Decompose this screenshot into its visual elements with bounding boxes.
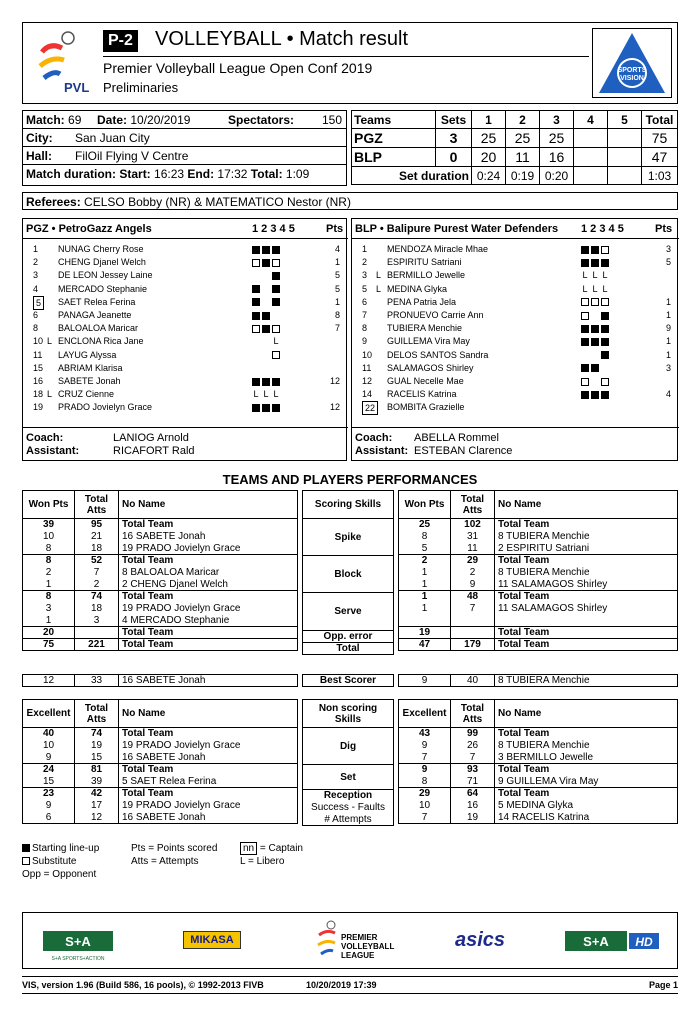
player-row: 3 DE LEON Jessey Laine 5	[33, 270, 340, 281]
mikasa-logo: MIKASA	[183, 931, 241, 949]
substitute-marker	[601, 298, 609, 306]
libero-marker: L	[602, 270, 608, 281]
player-row: 6 PENA Patria Jela 1	[362, 296, 671, 307]
sponsor-bar	[22, 912, 678, 969]
starting-marker	[252, 246, 260, 254]
player-row: 19 PRADO Jovielyn Grace 12	[33, 402, 340, 413]
sa-hd-logo	[563, 925, 663, 957]
starting-marker	[252, 285, 260, 293]
substitute-marker	[601, 246, 609, 254]
team-b-roster: BLP • Balipure Purest Water Defenders 1 2 3 4 5 Pts 1 MENDOZA Miracle Mhae 3 2 ESPIRITU Satriani 5 3 L BERMILLO Jewelle L L L 5 L MEDINA Glyka L L L 6 PENA Patria Jela 1 7 PRONUEVO Carrie Ann 1 8 TUBIERA Menchie 9 9 GUILLEMA Vira May 1 10 DELOS SANTOS Sandra 1 11 SALAMAGOS Shirley 3 12 GUAL Necelle Mae 14 RACELIS Katrina 4 22 BOMBITA Grazielle Coach: ABELLA Rommel Assistant: ESTEBAN Clarence	[351, 218, 678, 461]
starting-marker	[591, 325, 599, 333]
perf-title: TEAMS AND PLAYERS PERFORMANCES	[222, 472, 478, 487]
starting-marker	[601, 391, 609, 399]
substitute-marker	[581, 312, 589, 320]
starting-marker	[272, 404, 280, 412]
pvl-logo	[30, 30, 95, 95]
player-row: 12 GUAL Necelle Mae	[352, 375, 677, 387]
starting-marker	[581, 364, 589, 372]
substitute-marker	[601, 378, 609, 386]
starting-marker	[601, 259, 609, 267]
player-row: 6 PANAGA Jeanette 8	[33, 310, 340, 320]
libero-marker: L	[273, 389, 279, 400]
starting-marker	[272, 272, 280, 280]
footer-page: Page 1	[648, 980, 678, 990]
match-info-box: Match: 69 Date: 10/20/2019 Spectators: 150 City: San Juan City Hall: FilOil Flying V Centre Match duration: Start: 16:23 End: 17:32 Total: 1:09	[22, 110, 347, 186]
nonscoring-skills: Non scoring Skills Dig Set Reception Success - Faults # Attempts	[302, 699, 394, 826]
player-row: 14 RACELIS Katrina 4	[362, 389, 671, 400]
score-table: Teams Sets 1 2 3 4 5 Total PGZ 3 25 25 25 75 BLP 0 20 11 16 47 Set duration 0:24 0:19 0:20 1:03	[351, 110, 678, 185]
player-row: 10 L ENCLONA Rica Jane L	[33, 336, 279, 347]
asics-logo: asics	[455, 929, 506, 951]
starting-marker	[581, 338, 589, 346]
starting-marker	[252, 312, 260, 320]
perf-table-b: Excellent Total Atts No Name 43 99 Total Team 9 26 8 TUBIERA Menchie 7 7 3 BERMILLO Jewelle 9 93 Total Team 8 71 9 GUILLEMA Vira May 29 64 Total Team 10 16 5 MEDINA Glyka 7 19 14 RACELIS Katrina	[398, 699, 678, 824]
starting-marker	[262, 246, 270, 254]
player-row: 5 SAET Relea Ferina 1	[23, 296, 346, 308]
starting-marker	[581, 246, 589, 254]
starting-marker	[601, 312, 609, 320]
libero-marker: L	[582, 283, 588, 294]
player-row: 10 DELOS SANTOS Sandra 1	[362, 349, 671, 360]
libero-marker: L	[592, 270, 598, 281]
sports-vision-logo	[592, 28, 672, 98]
pvl-sponsor-logo: PREMIER VOLLEYBALL LEAGUE	[315, 919, 395, 965]
city: San Juan City	[75, 131, 150, 145]
team-a-roster: PGZ • PetroGazz Angels 1 2 3 4 5 Pts 1 NUNAG Cherry Rose 4 2 CHENG Djanel Welch 1 3 DE LEON Jessey Laine 5 4 MERCADO Stephanie 5 5 SAET Relea Ferina 1 6 PANAGA Jeanette 8 8 BALOALOA Maricar 7 10 L ENCLONA Rica Jane L 11 LAYUG Alyssa 15 ABRIAM Klarisa 16 SABETE Jonah 12 18 L CRUZ Cienne L L L 19 PRADO Jovielyn Grace 12 Coach: LANIOG Arnold Assistant: RICAFORT Rald	[22, 218, 347, 461]
substitute-marker	[272, 351, 280, 359]
starting-marker	[262, 378, 270, 386]
starting-marker	[262, 325, 270, 333]
player-row: 8 TUBIERA Menchie 9	[362, 323, 671, 334]
svg-text:S+A: S+A	[583, 934, 609, 949]
player-row: 9 GUILLEMA Vira May 1	[362, 336, 671, 347]
player-row: 22 BOMBITA Grazielle	[352, 401, 677, 413]
legend: Starting line-up Substitute Opp = Opponent	[22, 843, 100, 880]
starting-marker	[601, 325, 609, 333]
svg-text:VISION: VISION	[620, 75, 644, 82]
hall: FilOil Flying V Centre	[75, 149, 189, 163]
starting-marker	[591, 338, 599, 346]
spectators: 150	[321, 113, 342, 127]
starting-marker	[262, 312, 270, 320]
starting-marker	[272, 298, 280, 306]
starting-marker	[262, 259, 270, 267]
page-code-badge: P-2	[103, 30, 138, 52]
footer-version: VIS, version 1.96 (Build 586, 16 pools), © 1992-2013 FIVB	[22, 980, 264, 990]
starting-marker	[252, 298, 260, 306]
best-scorer-b: 9 40 8 TUBIERA Menchie	[398, 674, 678, 687]
starting-marker	[272, 285, 280, 293]
substitute-marker	[591, 298, 599, 306]
starting-marker	[262, 404, 270, 412]
league-name: Premier Volleyball League Open Conf 2019	[103, 60, 373, 76]
starting-marker	[252, 404, 260, 412]
player-row: 3 L BERMILLO Jewelle L L L	[362, 270, 608, 281]
page-title: VOLLEYBALL • Match result	[155, 28, 409, 50]
svg-text:PVL: PVL	[64, 80, 90, 95]
perf-table-a: Won Pts Total Atts No Name 39 95 Total Team 10 21 16 SABETE Jonah 8 18 19 PRADO Jovielyn Grace 8 52 Total Team 2 7 8 BALOALOA Maricar 1 2 2 CHENG Djanel Welch 8 74 Total Team 3 18 19 PRADO Jovielyn Grace 1 3 4 MERCADO Stephanie 20 Total Team 75 221 Total Team	[22, 490, 298, 651]
libero-marker: L	[263, 389, 269, 400]
starting-marker	[591, 259, 599, 267]
player-row: 2 CHENG Djanel Welch 1	[33, 257, 340, 268]
starting-marker	[591, 364, 599, 372]
svg-text:SPORTS: SPORTS	[617, 67, 647, 74]
starting-marker	[591, 391, 599, 399]
player-row: 1 NUNAG Cherry Rose 4	[33, 244, 340, 254]
perf-table-a: Excellent Total Atts No Name 40 74 Total Team 10 19 19 PRADO Jovielyn Grace 9 15 16 SABETE Jonah 24 81 Total Team 15 39 5 SAET Relea Ferina 23 42 Total Team 9 17 19 PRADO Jovielyn Grace 6 12 16 SABETE Jonah	[22, 699, 298, 824]
substitute-marker	[272, 259, 280, 267]
player-row: 1 MENDOZA Miracle Mhae 3	[362, 244, 671, 254]
substitute-marker	[252, 259, 260, 267]
perf-table-b: Won Pts Total Atts No Name 25 102 Total Team 8 31 8 TUBIERA Menchie 5 11 2 ESPIRITU Satriani 2 29 Total Team 1 2 8 TUBIERA Menchie 1 9 11 SALAMAGOS Shirley 1 48 Total Team 1 7 11 SALAMAGOS Shirley 19 Total Team 47 179 Total Team	[398, 490, 678, 651]
player-row: 5 L MEDINA Glyka L L L	[362, 283, 608, 294]
svg-text:HD: HD	[635, 935, 653, 949]
substitute-marker	[581, 298, 589, 306]
player-row: 11 LAYUG Alyssa	[23, 349, 346, 361]
player-row: 2 ESPIRITU Satriani 5	[362, 257, 671, 268]
sponsor-logo: S+A S+A SPORTS+ACTION	[41, 925, 115, 957]
substitute-marker	[581, 378, 589, 386]
scoring-skills: Scoring Skills Spike Block Serve Opp. error Total	[302, 490, 394, 655]
libero-marker: L	[253, 389, 259, 400]
player-row: 11 SALAMAGOS Shirley 3	[362, 362, 671, 373]
libero-marker: L	[273, 336, 279, 347]
phase: Preliminaries	[103, 80, 179, 95]
starting-marker	[591, 246, 599, 254]
libero-marker: L	[582, 270, 588, 281]
starting-marker	[272, 246, 280, 254]
player-row: 15 ABRIAM Klarisa	[33, 362, 123, 373]
starting-marker	[272, 378, 280, 386]
svg-text:S+A: S+A	[65, 934, 91, 949]
libero-marker: L	[592, 283, 598, 294]
team-a-title: PGZ • PetroGazz Angels	[26, 223, 152, 235]
footer-timestamp: 10/20/2019 17:39	[306, 980, 377, 990]
libero-marker: L	[602, 283, 608, 294]
starting-marker	[581, 391, 589, 399]
player-row: 16 SABETE Jonah 12	[33, 376, 340, 386]
starting-marker	[252, 378, 260, 386]
best-scorer-a: 12 33 16 SABETE Jonah	[22, 674, 298, 687]
player-row: 18 L CRUZ Cienne L L L	[33, 389, 279, 400]
starting-marker	[581, 325, 589, 333]
referees: Referees: CELSO Bobby (NR) & MATEMATICO Nestor (NR)	[22, 192, 678, 210]
player-row: 8 BALOALOA Maricar 7	[33, 323, 340, 334]
player-row: 7 PRONUEVO Carrie Ann 1	[362, 310, 671, 320]
player-row: 4 MERCADO Stephanie 5	[33, 283, 340, 294]
substitute-marker	[272, 325, 280, 333]
starting-marker	[601, 338, 609, 346]
starting-marker	[601, 351, 609, 359]
starting-marker	[581, 259, 589, 267]
substitute-marker	[252, 325, 260, 333]
best-scorer-label: Best Scorer	[302, 674, 394, 687]
team-b-title: BLP • Balipure Purest Water Defenders	[355, 223, 559, 235]
